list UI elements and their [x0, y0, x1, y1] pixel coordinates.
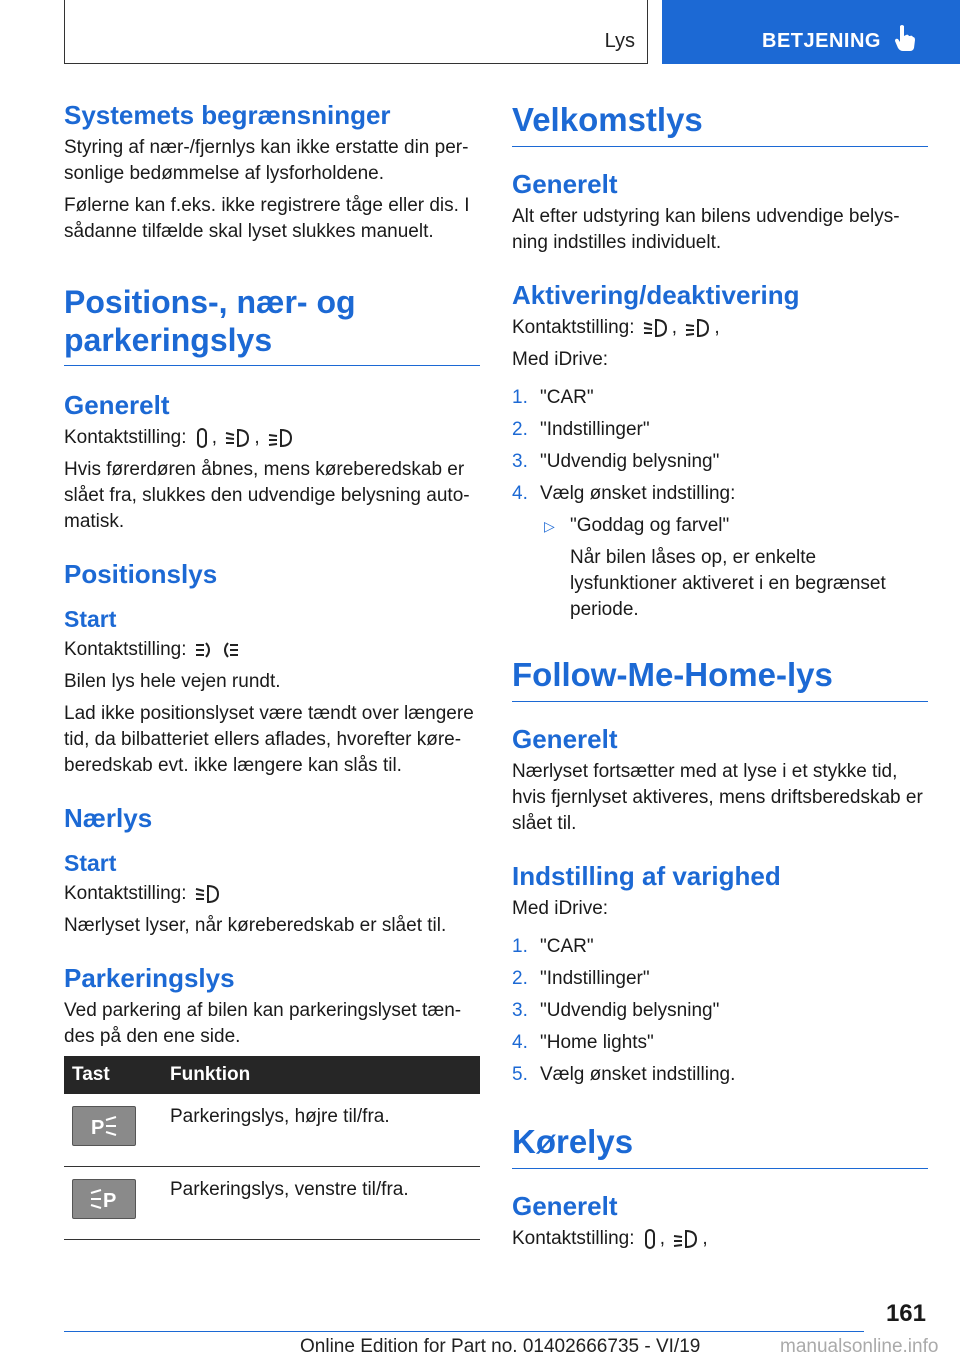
steps-list-1 — [512, 385, 928, 507]
kontakt-line-naer — [64, 881, 480, 907]
list-item: 3. "Udvendig belysning" — [512, 451, 720, 472]
heading-parkeringslys: Parkeringslys — [64, 963, 235, 993]
parking-right-button — [72, 1106, 136, 1146]
kontakt-line-akt: Kontaktstilling: , , — [512, 317, 720, 338]
low-beam-icon — [642, 317, 670, 339]
sub-item: ▷ "Goddag og farvel" — [544, 513, 928, 539]
table-row — [64, 1094, 480, 1167]
kontakt-label: Kontaktstilling: — [64, 427, 187, 448]
idrive-label: Med iDrive: — [512, 349, 609, 370]
para-pos-1: Bilen lys hele vejen rundt. — [64, 671, 281, 692]
hand-pointer-icon — [894, 24, 916, 52]
kontakt-line: Kontaktstilling: , , — [64, 425, 480, 451]
ignition-off-icon — [642, 1228, 658, 1250]
heading-start-1: Start — [64, 606, 117, 632]
heading-velkomstlys: Velkomstlys — [512, 102, 928, 147]
svg-text:P: P — [103, 1190, 117, 1211]
low-beam-icon — [194, 883, 222, 905]
list-item: 5. Vælg ønsket indstilling. — [512, 1064, 736, 1085]
table-header-tast: Tast — [64, 1056, 162, 1094]
heading-generelt: Generelt — [512, 169, 618, 199]
list-item: 1. "CAR" — [512, 387, 594, 408]
para-naer: Nærlyset lyser, når køreberedskab er slået til. — [64, 915, 447, 936]
para-generelt: Hvis førerdøren åbnes, mens køreberedskab er slået fra, slukkes den udvendige belysning auto-matisk. — [64, 459, 470, 532]
page-number: 161 — [885, 1300, 926, 1327]
table-cell: Parkeringslys, venstre til/fra. — [162, 1167, 480, 1240]
heading-generelt: Generelt — [64, 390, 170, 420]
list-item: 2. "Indstillinger" — [512, 419, 650, 440]
list-item: 3. "Udvendig belysning" — [512, 1000, 720, 1021]
header-chapter: BETJENING — [762, 30, 881, 52]
table-header-funktion: Funktion — [162, 1056, 480, 1094]
parking-light-table — [64, 1056, 480, 1240]
parking-right-icon — [89, 1114, 119, 1138]
heading-follow-me-home: Follow-Me-Home-lys — [512, 657, 928, 702]
para-limits-1: Styring af nær-/fjernlys kan ikke erstatte din per-sonlige bedømmelse af lysforholdene. — [64, 137, 469, 184]
heading-positionslys: Positionslys — [64, 559, 218, 589]
table-cell: Parkeringslys, højre til/fra. — [162, 1094, 480, 1167]
para-pos-2: Lad ikke positionslyset være tændt over længere tid, da bilbatteriet ellers aflades, hvorefter køre-beredskab evt. ikke længere kan slås til. — [64, 703, 474, 776]
auto-light-icon — [267, 427, 295, 449]
header-section-box — [64, 0, 648, 64]
left-column — [64, 100, 480, 1240]
heading-start-2: Start — [64, 850, 117, 876]
footer-edition: Online Edition for Part no. 01402666735 - VI/19 — [300, 1336, 701, 1357]
parking-left-button — [72, 1179, 136, 1219]
steps-list-2 — [512, 934, 928, 1088]
idrive-label-2: Med iDrive: — [512, 898, 609, 919]
list-item: 4. "Home lights" — [512, 1032, 654, 1053]
heading-indstilling: Indstilling af varighed — [512, 861, 781, 891]
header-section: Lys — [604, 30, 635, 52]
list-item: 4. Vælg ønsket indstilling: — [512, 483, 736, 504]
triangle-icon: ▷ — [544, 518, 555, 534]
footer-divider — [64, 1331, 864, 1332]
sub-description: Når bilen låses op, er enkelte lysfunktioner aktiveret i en begrænset periode. — [570, 547, 886, 620]
kontakt-label: Kontaktstilling: — [64, 639, 187, 660]
para-limits-2: Følerne kan f.eks. ikke registrere tåge eller dis. I sådanne tilfælde skal lyset slukkes manuelt. — [64, 195, 470, 242]
position-light-icon — [194, 639, 240, 661]
kontakt-line-pos — [64, 637, 480, 663]
list-item: 1. "CAR" — [512, 936, 594, 957]
para-follow: Nærlyset fortsætter med at lyse i et stykke tid, hvis fjernlyset aktiveres, mens driftsberedskab er slået til. — [512, 761, 923, 834]
kontakt-label: Kontaktstilling: — [512, 317, 635, 338]
parking-left-icon — [89, 1187, 119, 1211]
auto-light-icon — [672, 1228, 700, 1250]
ignition-off-icon — [194, 427, 210, 449]
watermark: manualsonline.info — [780, 1336, 939, 1357]
low-beam-icon — [224, 427, 252, 449]
kontakt-label: Kontaktstilling: — [512, 1228, 635, 1249]
table-row — [64, 1167, 480, 1240]
heading-korelys: Kørelys — [512, 1124, 928, 1169]
heading-naerlys: Nærlys — [64, 803, 153, 833]
kontakt-label: Kontaktstilling: — [64, 883, 187, 904]
heading-generelt-2: Generelt — [512, 724, 618, 754]
auto-light-icon — [684, 317, 712, 339]
svg-text:P: P — [91, 1117, 105, 1138]
list-item: 2. "Indstillinger" — [512, 968, 650, 989]
para-velkomst: Alt efter udstyring kan bilens udvendige belys-ning indstilles individuelt. — [512, 206, 900, 253]
header-chapter-tab — [662, 0, 960, 64]
para-park: Ved parkering af bilen kan parkeringslyset tæn-des på den ene side. — [64, 1000, 462, 1047]
kontakt-line-kore: Kontaktstilling: , , — [512, 1228, 708, 1249]
right-column — [512, 102, 928, 1258]
heading-generelt-3: Generelt — [512, 1191, 618, 1221]
heading-limits: Systemets begrænsninger — [64, 100, 391, 130]
heading-positions: Positions-, nær- og parkeringslys — [64, 283, 480, 366]
heading-aktivering: Aktivering/deaktivering — [512, 280, 800, 310]
